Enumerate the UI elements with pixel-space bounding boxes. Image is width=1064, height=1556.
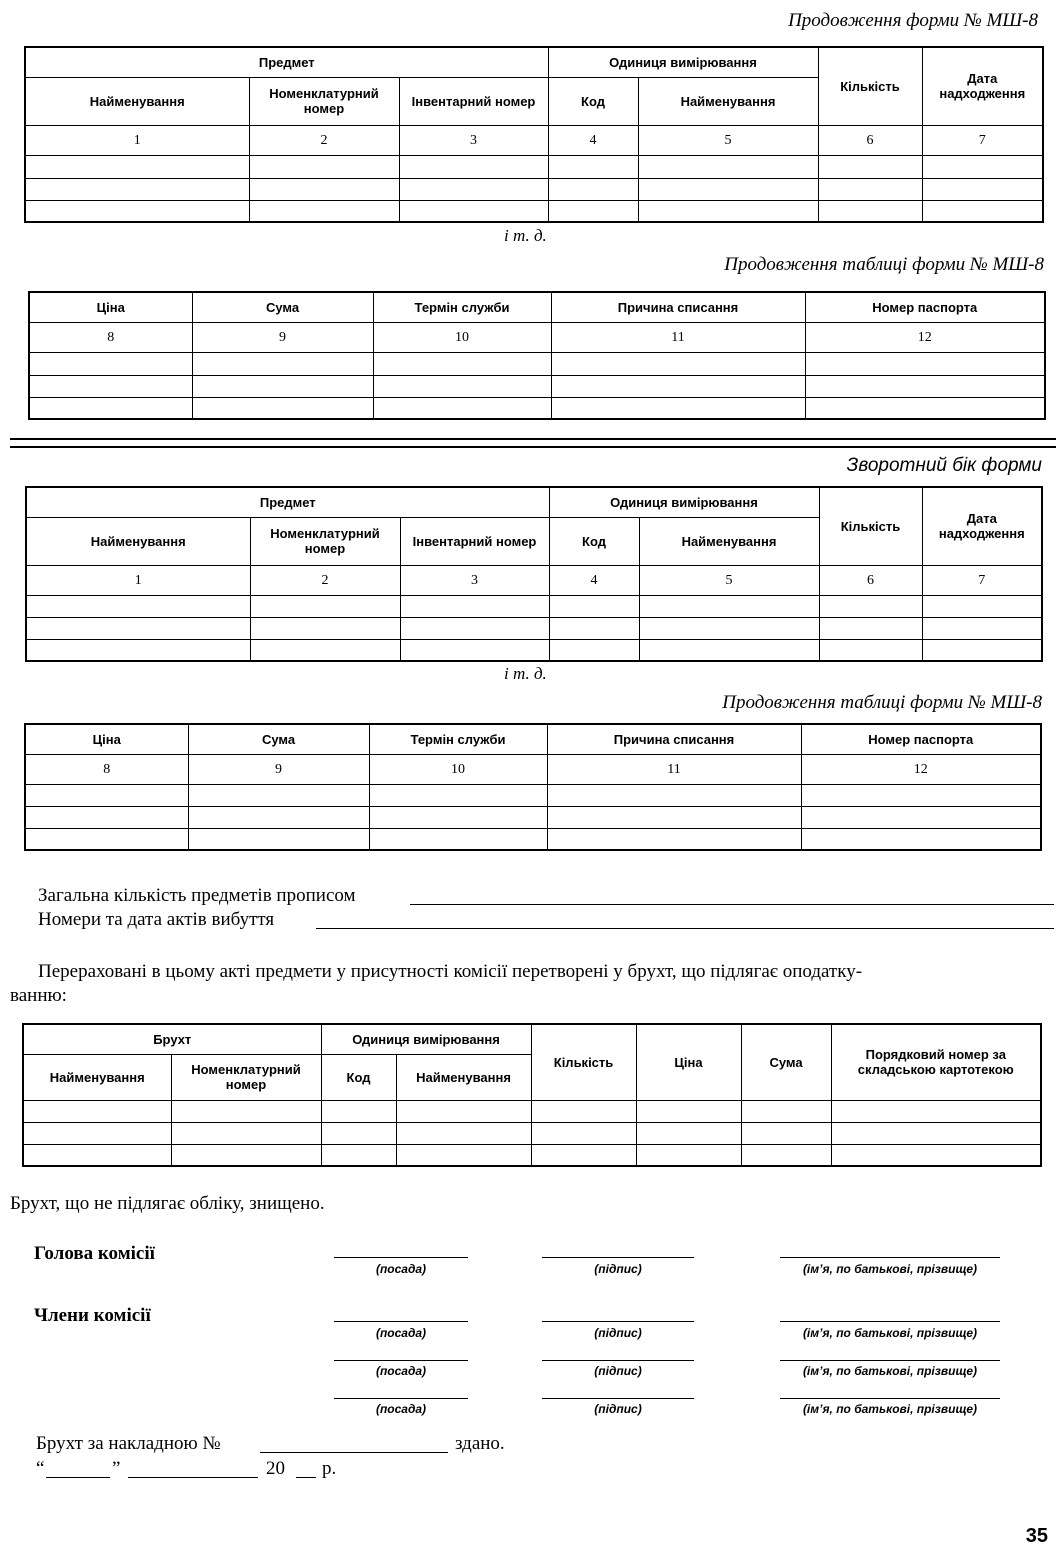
group-unit: Одиниця вимірювання — [321, 1024, 531, 1054]
disposal-acts-field[interactable] — [316, 928, 1054, 929]
col-date: Дата надходження — [922, 487, 1042, 565]
name-caption: (ім’я, по батькові, прізвище) — [802, 1326, 978, 1340]
col-name: Найменування — [25, 77, 249, 125]
reverse-side-title: Зворотний бік форми — [846, 455, 1042, 476]
col-number: 9 — [192, 322, 373, 352]
col-number: 5 — [639, 565, 819, 595]
col-unit-name: Найменування — [638, 77, 818, 125]
col-number: 10 — [373, 322, 551, 352]
col-reason: Причина списання — [547, 724, 801, 754]
table-row — [25, 784, 1041, 806]
col-number: 7 — [922, 565, 1042, 595]
group-subject: Предмет — [25, 47, 548, 77]
col-sum: Сума — [741, 1024, 831, 1100]
col-number: 4 — [549, 565, 639, 595]
table-row — [25, 828, 1041, 850]
table-row — [29, 352, 1045, 375]
price-table-2 — [24, 723, 1042, 851]
col-number: 1 — [25, 125, 249, 155]
table-row — [23, 1144, 1041, 1166]
col-number: 11 — [551, 322, 805, 352]
year-suffix: р. — [322, 1458, 337, 1479]
col-number: 9 — [188, 754, 369, 784]
member-position-field[interactable] — [334, 1398, 468, 1399]
col-passport: Номер паспорта — [805, 292, 1045, 322]
table-row — [26, 617, 1042, 639]
items-table-1 — [24, 46, 1044, 223]
table-row — [26, 595, 1042, 617]
date-year-field[interactable] — [296, 1477, 316, 1478]
table-row — [23, 1100, 1041, 1122]
col-sum: Сума — [192, 292, 373, 322]
member-signature-field[interactable] — [542, 1398, 694, 1399]
group-scrap: Брухт — [23, 1024, 321, 1054]
col-name: Найменування — [23, 1054, 171, 1100]
price-table-1 — [28, 291, 1046, 420]
separator-line — [10, 446, 1056, 448]
signature-caption: (підпис) — [594, 1326, 642, 1340]
items-table-2 — [25, 486, 1043, 662]
invoice-prefix: Брухт за накладною № — [36, 1433, 221, 1454]
table-row — [25, 178, 1043, 200]
member-signature-field[interactable] — [542, 1321, 694, 1322]
col-number: 6 — [818, 125, 922, 155]
col-inventory: Інвентарний номер — [400, 517, 549, 565]
form-continuation-title: Продовження форми № МШ-8 — [788, 10, 1038, 31]
group-subject: Предмет — [26, 487, 549, 517]
head-signature-field[interactable] — [542, 1257, 694, 1258]
col-quantity: Кількість — [818, 47, 922, 125]
group-unit: Одиниця вимірювання — [549, 487, 819, 517]
table-row — [25, 200, 1043, 222]
col-code: Код — [548, 77, 638, 125]
table-row — [25, 155, 1043, 178]
position-caption: (посада) — [375, 1402, 427, 1416]
col-number: 11 — [547, 754, 801, 784]
table-row — [29, 397, 1045, 419]
total-quantity-label: Загальна кількість предметів прописом — [38, 885, 356, 906]
col-price: Ціна — [25, 724, 188, 754]
signature-caption: (підпис) — [594, 1262, 642, 1276]
col-reason: Причина списання — [551, 292, 805, 322]
group-unit: Одиниця вимірювання — [548, 47, 818, 77]
head-name-field[interactable] — [780, 1257, 1000, 1258]
col-price: Ціна — [636, 1024, 741, 1100]
col-nomenclature: Номенклатурний номер — [250, 517, 400, 565]
col-passport: Номер паспорта — [801, 724, 1041, 754]
table-continuation-title: Продовження таблиці форми № МШ-8 — [724, 254, 1044, 275]
col-quantity: Кількість — [819, 487, 922, 565]
position-caption: (посада) — [375, 1364, 427, 1378]
col-number: 2 — [250, 565, 400, 595]
col-term: Термін служби — [369, 724, 547, 754]
col-number: 5 — [638, 125, 818, 155]
col-number: 12 — [805, 322, 1045, 352]
date-open-quote: “ — [36, 1458, 45, 1479]
col-date: Дата надходження — [922, 47, 1043, 125]
etc-note: і т. д. — [504, 664, 547, 683]
col-nomenclature: Номенклатурний номер — [171, 1054, 321, 1100]
col-inventory: Інвентарний номер — [399, 77, 548, 125]
col-code: Код — [321, 1054, 396, 1100]
col-sum: Сума — [188, 724, 369, 754]
col-number: 4 — [548, 125, 638, 155]
table-row — [25, 806, 1041, 828]
member-signature-field[interactable] — [542, 1360, 694, 1361]
col-number: 3 — [400, 565, 549, 595]
commission-head-label: Голова комісії — [34, 1243, 155, 1264]
head-position-field[interactable] — [334, 1257, 468, 1258]
col-name: Найменування — [26, 517, 250, 565]
position-caption: (посада) — [375, 1326, 427, 1340]
col-number: 6 — [819, 565, 922, 595]
col-order-number: Порядковий номер за складською картотекою — [831, 1024, 1041, 1100]
table-row — [29, 375, 1045, 397]
member-position-field[interactable] — [334, 1360, 468, 1361]
col-quantity: Кількість — [531, 1024, 636, 1100]
col-number: 3 — [399, 125, 548, 155]
etc-note: і т. д. — [504, 226, 547, 245]
signature-caption: (підпис) — [594, 1402, 642, 1416]
position-caption: (посада) — [375, 1262, 427, 1276]
member-name-field[interactable] — [780, 1321, 1000, 1322]
table-row — [26, 639, 1042, 661]
separator-line — [10, 438, 1056, 440]
name-caption: (ім’я, по батькові, прізвище) — [802, 1402, 978, 1416]
invoice-suffix: здано. — [455, 1433, 505, 1454]
scrap-table — [22, 1023, 1042, 1167]
col-nomenclature: Номенклатурний номер — [249, 77, 399, 125]
col-term: Термін служби — [373, 292, 551, 322]
signature-caption: (підпис) — [594, 1364, 642, 1378]
disposal-acts-label: Номери та дата актів вибуття — [38, 909, 275, 930]
col-unit-name: Найменування — [639, 517, 819, 565]
member-name-field[interactable] — [780, 1398, 1000, 1399]
name-caption: (ім’я, по батькові, прізвище) — [802, 1262, 978, 1276]
page-number: 35 — [1025, 1525, 1048, 1547]
date-day-field[interactable] — [46, 1477, 110, 1478]
col-unit-name: Найменування — [396, 1054, 531, 1100]
col-number: 12 — [801, 754, 1041, 784]
table-continuation-title: Продовження таблиці форми № МШ-8 — [722, 692, 1042, 713]
scrap-paragraph-line1: Перераховані в цьому акті предмети у присутності комісії перетворені у брухт, що підлягає оподатку- — [38, 961, 863, 982]
member-name-field[interactable] — [780, 1360, 1000, 1361]
invoice-number-field[interactable] — [260, 1452, 448, 1453]
col-number: 8 — [25, 754, 188, 784]
col-number: 10 — [369, 754, 547, 784]
scrap-destroyed-text: Брухт, що не підлягає обліку, знищено. — [10, 1193, 325, 1214]
commission-members-label: Члени комісії — [34, 1305, 151, 1326]
total-quantity-field[interactable] — [410, 904, 1054, 905]
year-prefix: 20 — [266, 1458, 285, 1479]
date-month-field[interactable] — [128, 1477, 258, 1478]
member-position-field[interactable] — [334, 1321, 468, 1322]
scrap-paragraph-line2: ванню: — [10, 985, 67, 1006]
col-price: Ціна — [29, 292, 192, 322]
col-number: 1 — [26, 565, 250, 595]
col-code: Код — [549, 517, 639, 565]
col-number: 8 — [29, 322, 192, 352]
name-caption: (ім’я, по батькові, прізвище) — [802, 1364, 978, 1378]
table-row — [23, 1122, 1041, 1144]
date-close-quote: ” — [112, 1458, 121, 1479]
col-number: 2 — [249, 125, 399, 155]
col-number: 7 — [922, 125, 1043, 155]
